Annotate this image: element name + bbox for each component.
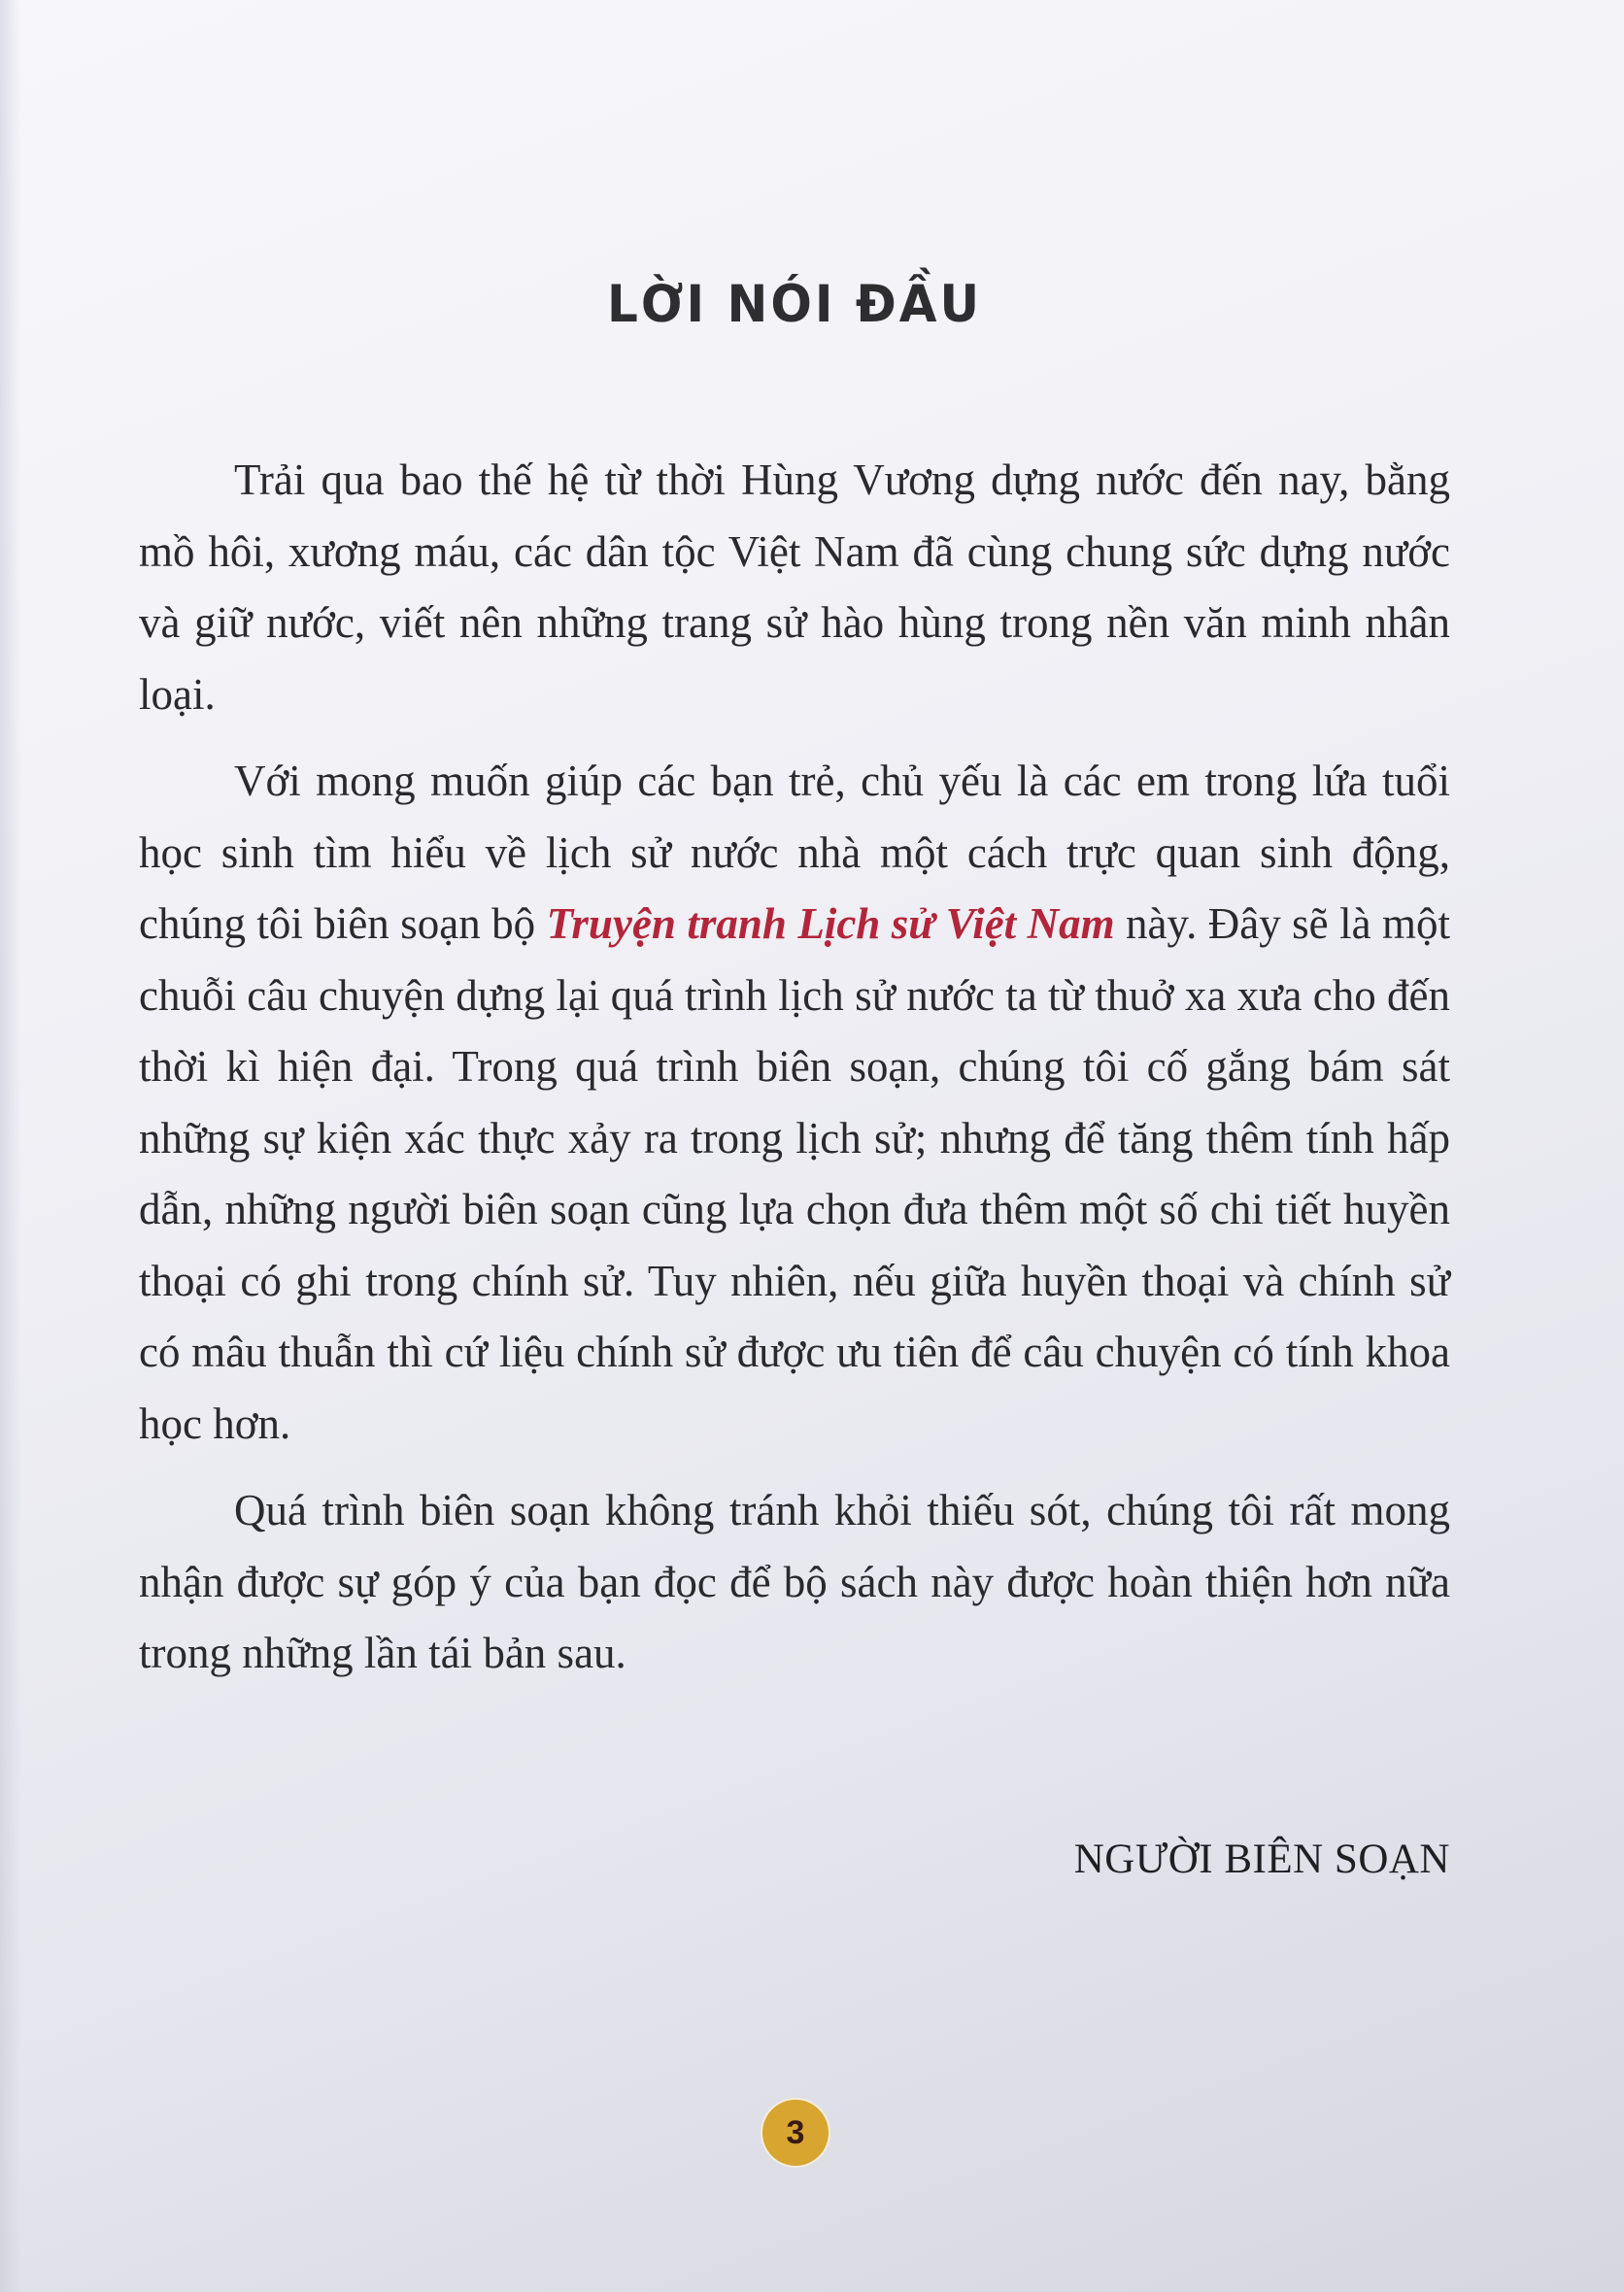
page-title: LỜI NÓI ĐẦU <box>606 274 983 334</box>
book-series-title: Truyện tranh Lịch sử Việt Nam <box>546 899 1115 948</box>
author-signature: NGƯỜI BIÊN SOẠN <box>1073 1837 1450 1882</box>
paragraph-3: Quá trình biên soạn không tránh khỏi thiếu sót, chúng tôi rất mong nhận được sự góp ý của bạn đọc để bộ sách này được hoàn thiện hơn nữa trong những lần tái bản sau. <box>139 1486 1450 1677</box>
page-edge-shadow <box>0 0 21 2292</box>
paragraph-2-after: này. Đây sẽ là một chuỗi câu chuyện dựng lại quá trình lịch sử nước ta từ thuở xa xưa cho đến thời kì hiện đại. Trong quá trình biên soạn, chúng tôi cố gắng bám sát những sự kiện xác thực xảy ra trong lịch sử; nhưng để tăng thêm tính hấp dẫn, những người biên soạn cũng lựa chọn đưa thêm một số chi tiết huyền thoại có ghi trong chính sử. Tuy nhiên, nếu giữa huyền thoại và chính sử có mâu thuẫn thì cứ liệu chính sử được ưu tiên để câu chuyện có tính khoa học hơn. <box>139 899 1450 1448</box>
page-number-badge <box>762 2100 829 2166</box>
paragraph-2-before: Với mong muốn giúp các bạn trẻ, chủ yếu là các em trong lứa tuổi học sinh tìm hiểu về lịch sử nước nhà một cách trực quan sinh động, chúng tôi biên soạn bộ <box>139 757 1450 948</box>
paragraph-1: Trải qua bao thế hệ từ thời Hùng Vương dựng nước đến nay, bằng mồ hôi, xương máu, các dân tộc Việt Nam đã cùng chung sức dựng nước và giữ nước, viết nên những trang sử hào hùng trong nền văn minh nhân loại. <box>139 455 1450 719</box>
paragraph-2 <box>139 746 1450 1460</box>
page-number: 3 <box>786 2113 805 2151</box>
preface-body <box>139 445 1450 1705</box>
